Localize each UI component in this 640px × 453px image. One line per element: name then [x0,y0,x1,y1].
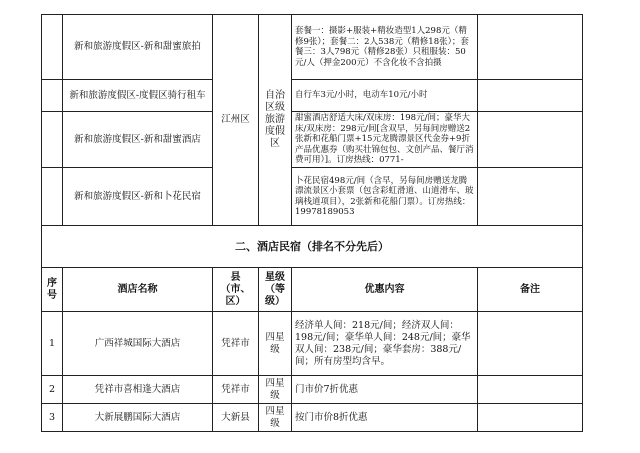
row-no-cell [42,168,63,226]
hotel-note [478,376,583,404]
hotel-level: 四星级 [259,376,292,404]
venue-name: 新和旅游度假区-新和卜花民宿 [63,168,213,226]
table-row [42,168,583,226]
table-row [42,312,583,376]
section-title: 二、酒店民宿（排名不分先后） [42,226,583,268]
header-county: 县（市、区） [213,268,259,312]
table-row [42,376,583,404]
hotel-offer: 经济单人间：218元/间；经济双人间：198元/间；豪华单人间：248元/间；豪华双人间：238元/间；豪华套房：388元/间；所有房型均含早。 [292,312,478,376]
header-level: 星级（等级） [259,268,292,312]
offers-table [41,14,583,432]
venue-name: 新和旅游度假区-新和甜蜜酒店 [63,112,213,168]
venue-name: 新和旅游度假区-新和甜蜜旅拍 [63,15,213,80]
hotel-level: 四星级 [259,312,292,376]
note-cell [478,80,583,112]
hotel-name: 广西祥城国际大酒店 [63,312,213,376]
row-no-cell [42,112,63,168]
header-no: 序号 [42,268,63,312]
hotel-county: 凭祥市 [213,312,259,376]
hotel-county: 凭祥市 [213,376,259,404]
offer-text: 卜花民宿498元/间（含早，另每间房赠送龙腾漂流景区小套票（包含彩虹滑道、山道滑车、玻璃栈道项目），2张新和花船门票）。订房热线：19978189053 [292,168,478,226]
note-cell [478,15,583,80]
table-row [42,112,583,168]
hotel-name: 大新展鹏国际大酒店 [63,404,213,432]
row-no-cell [42,80,63,112]
table-header-row [42,268,583,312]
hotel-offer: 按门市价8折优惠 [292,404,478,432]
hotel-note [478,404,583,432]
hotel-county: 大新县 [213,404,259,432]
offer-text: 套餐一：摄影+服装+精妆造型1人298元（精修9张）；套餐二：2人538元（精修18张）；套餐三：3人798元（精修28张）只租服装：50元/人（押金200元）不含化妆不含拍摄 [292,15,478,80]
table-row [42,404,583,432]
hotel-note [478,312,583,376]
header-note: 备注 [478,268,583,312]
hotel-level: 四星级 [259,404,292,432]
offer-text: 自行车3元/小时，电动车10元/小时 [292,80,478,112]
row-no: 2 [42,376,63,404]
hotel-name: 凭祥市喜相逢大酒店 [63,376,213,404]
county-cell: 江州区 [213,15,259,226]
level-cell: 自治区级旅游度假区 [259,15,292,226]
table-row [42,15,583,80]
note-cell [478,112,583,168]
hotel-offer: 门市价7折优惠 [292,376,478,404]
row-no: 1 [42,312,63,376]
section-row [42,226,583,268]
header-name: 酒店名称 [63,268,213,312]
venue-name: 新和旅游度假区-度假区骑行租车 [63,80,213,112]
row-no-cell [42,15,63,80]
header-offer: 优惠内容 [292,268,478,312]
offer-text: 甜蜜酒店舒适大床/双床房：198元/间；豪华大床/双床房：298元/间[含双早，另每间房赠送2张新和花船门票+15元龙腾漂景区代金券+9折产品优惠券（购买壮锦包包、文创产品、餐厅消费可用）]。订房热线：0771- [292,112,478,168]
row-no: 3 [42,404,63,432]
table-row [42,80,583,112]
note-cell [478,168,583,226]
